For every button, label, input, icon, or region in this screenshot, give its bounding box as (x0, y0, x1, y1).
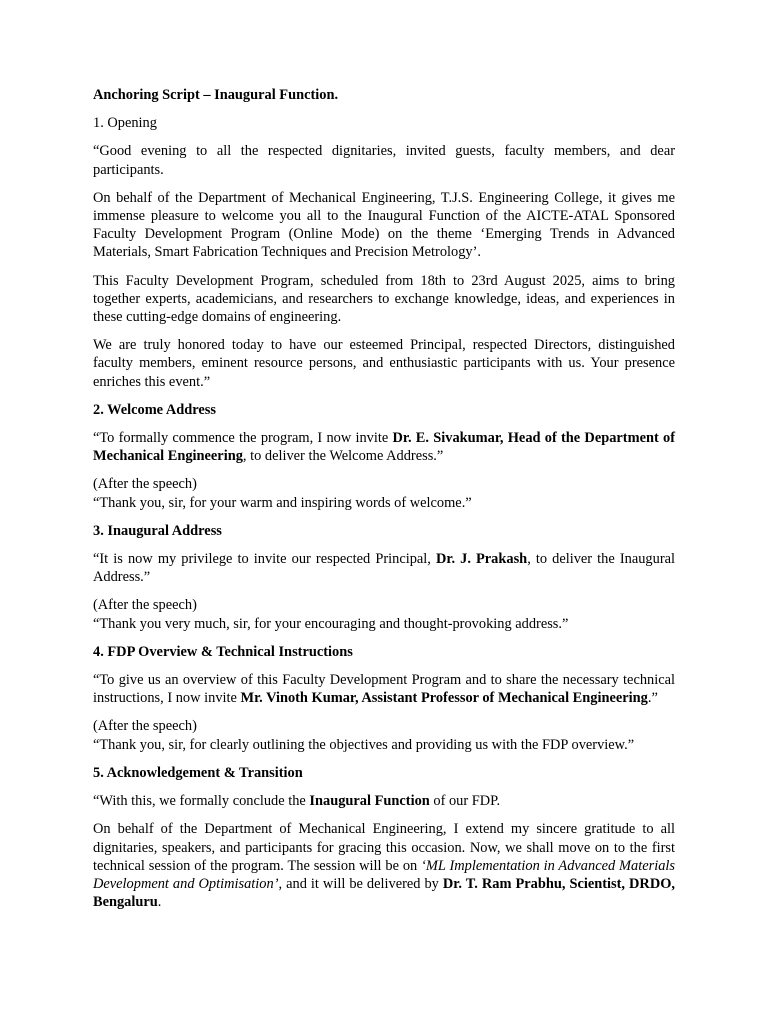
welcome-invite-text: “To formally commence the program, I now invite (93, 430, 393, 447)
inaugural-invite-paragraph (93, 550, 675, 586)
acknowledgement-conclude-paragraph (93, 792, 675, 810)
fdp-after-block (93, 717, 675, 753)
document-content (93, 86, 675, 911)
welcome-after-block (93, 475, 675, 511)
opening-paragraph-schedule: This Faculty Development Program, scheduled from 18th to 23rd August 2025, aims to bring together experts, academicians, and researchers to exchange knowledge, ideas, and experiences in these cutting-edge domains of engineering. (93, 272, 675, 326)
welcome-speaker-name: Dr. E. Sivakumar, Head of the Department of Mechanical Engineering (93, 430, 675, 465)
conclude-text: “With this, we formally conclude the (93, 793, 310, 810)
inaugural-thanks: “Thank you very much, sir, for your encouraging and thought-provoking address.” (93, 615, 569, 632)
fdp-after-speech: (After the speech) (93, 718, 197, 735)
conclude-function-name: Inaugural Function (309, 793, 430, 810)
section-opening-heading: 1. Opening (93, 115, 157, 132)
fdp-invite-end: .” (647, 690, 658, 707)
inaugural-invite-end: , to deliver the Inaugural Address.” (93, 551, 675, 586)
section-fdp-overview-heading: 4. FDP Overview & Technical Instructions (93, 643, 353, 660)
inaugural-after-block (93, 596, 675, 632)
conclude-end: of our FDP. (429, 793, 501, 810)
inaugural-after-speech: (After the speech) (93, 597, 197, 614)
fdp-thanks: “Thank you, sir, for clearly outlining the objectives and providing us with the FDP overview.” (93, 736, 635, 753)
gratitude-text: On behalf of the Department of Mechanical Engineering, I extend my sincere gratitude to all dignitaries, speakers, and participants for gracing this occasion. Now, we shall move on to the first technical session of the program. The session will be on (93, 821, 675, 874)
acknowledgement-gratitude-paragraph (93, 820, 675, 911)
welcome-invite-end: , to deliver the Welcome Address.” (242, 448, 444, 465)
section-welcome-heading: 2. Welcome Address (93, 401, 216, 418)
section-acknowledgement-heading: 5. Acknowledgement & Transition (93, 764, 303, 781)
fdp-invite-paragraph (93, 671, 675, 707)
opening-paragraph-honored: We are truly honored today to have our esteemed Principal, respected Directors, distinguished faculty members, eminent resource persons, and enthusiastic participants with us. Your presence enriches this event.” (93, 337, 675, 390)
gratitude-end: . (157, 894, 162, 911)
fdp-invite-text: “To give us an overview of this Faculty Development Program and to share the necessary technical instructions, I now invite (93, 672, 675, 707)
session-speaker-name: Dr. T. Ram Prabhu, Scientist, DRDO, Bengaluru (93, 875, 676, 911)
inaugural-invite-text: “It is now my privilege to invite our respected Principal, (93, 551, 436, 568)
opening-paragraph-greeting: “Good evening to all the respected dignitaries, invited guests, faculty members, and dear participants. (93, 143, 675, 178)
inaugural-speaker-name: Dr. J. Prakash (435, 551, 528, 568)
welcome-after-speech: (After the speech) (93, 476, 197, 493)
gratitude-delivered-by: , and it will be delivered by (278, 875, 443, 892)
section-inaugural-heading: 3. Inaugural Address (93, 522, 222, 539)
document-title: Anchoring Script – Inaugural Function. (93, 87, 339, 103)
fdp-speaker-name: Mr. Vinoth Kumar, Assistant Professor of Mechanical Engineering (240, 690, 648, 707)
welcome-invite-paragraph (93, 429, 675, 465)
opening-paragraph-welcome: On behalf of the Department of Mechanical Engineering, T.J.S. Engineering College, it gives me immense pleasure to welcome you all to the Inaugural Function of the AICTE-ATAL Sponsored Faculty Development Program (Online Mode) on the theme ‘Emerging Trends in Advanced Materials, Smart Fabrication Techniques and Precision Metrology’. (93, 189, 675, 261)
welcome-thanks: “Thank you, sir, for your warm and inspiring words of welcome.” (93, 494, 472, 511)
session-title: ‘ML Implementation in Advanced Materials Development and Optimisation’ (93, 857, 675, 892)
